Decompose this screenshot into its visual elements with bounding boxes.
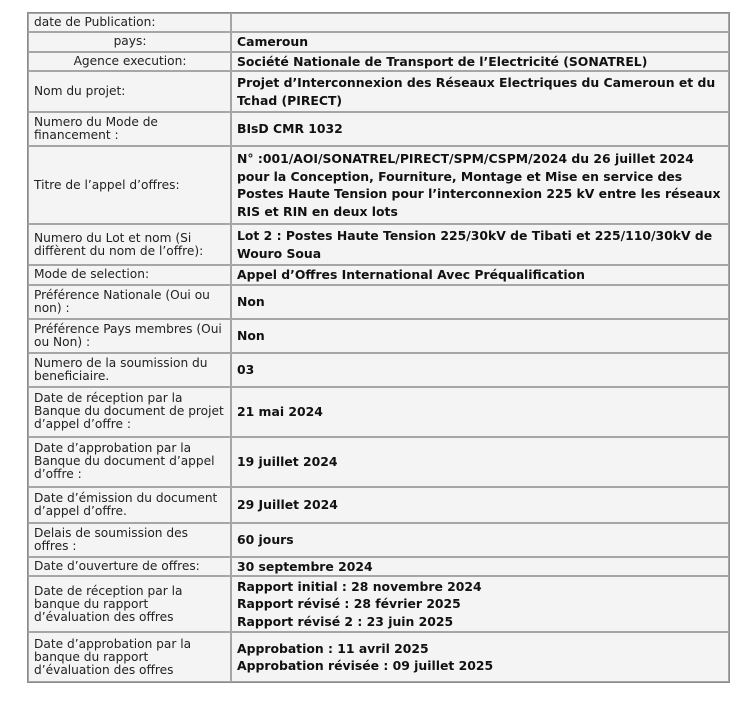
table-row <box>28 146 729 224</box>
evaluation-reception-value <box>231 576 729 632</box>
lot-name-value: Lot 2 : Postes Haute Tension 225/30kV de Tibati et 225/110/30kV de Wouro Soua <box>231 224 729 265</box>
national-preference-label: Préférence Nationale (Oui ou non) : <box>28 285 231 319</box>
country-value: Cameroun <box>231 32 729 52</box>
selection-mode-label: Mode de selection: <box>28 265 231 285</box>
draft-reception-date-label: Date de réception par la Banque du document de projet d’appel d’offre : <box>28 387 231 437</box>
member-preference-value: Non <box>231 319 729 353</box>
tender-title-value: N° :001/AOI/SONATREL/PIRECT/SPM/CSPM/2024 du 26 juillet 2024 pour la Conception, Fourniture, Montage et Mise en service des Postes Haute Tension pour l’interconnexion 225 kV entre les réseaux RIS et RIN en deux lots <box>231 146 729 224</box>
country-label: pays: <box>28 32 231 52</box>
document-approval-date-label: Date d’approbation par la Banque du document d’appel d’offre : <box>28 437 231 487</box>
table-row <box>28 52 729 72</box>
lot-name-label: Numero du Lot et nom (Si diffèrent du nom de l’offre): <box>28 224 231 265</box>
project-name-value: Projet d’Interconnexion des Réseaux Electriques du Cameroun et du Tchad (PIRECT) <box>231 71 729 112</box>
submission-delay-value: 60 jours <box>231 523 729 557</box>
selection-mode-value: Appel d’Offres International Avec Préqualification <box>231 265 729 285</box>
value-line: Approbation : 11 avril 2025 <box>237 640 429 656</box>
table-row <box>28 576 729 632</box>
table-row <box>28 487 729 523</box>
table-row <box>28 632 729 682</box>
submission-delay-label: Delais de soumission des offres : <box>28 523 231 557</box>
financing-number-value: BIsD CMR 1032 <box>231 112 729 146</box>
opening-date-label: Date d’ouverture de offres: <box>28 557 231 577</box>
issue-date-label: Date d’émission du document d’appel d’offre. <box>28 487 231 523</box>
issue-date-value: 29 Juillet 2024 <box>231 487 729 523</box>
national-preference-value: Non <box>231 285 729 319</box>
executing-agency-value: Société Nationale de Transport de l’Electricité (SONATREL) <box>231 52 729 72</box>
value-line: Approbation révisée : 09 juillet 2025 <box>237 658 494 673</box>
table-row <box>28 32 729 52</box>
value-line: Rapport révisé : 28 février 2025 <box>237 596 461 612</box>
table-row <box>28 224 729 265</box>
tender-title-label: Titre de l’appel d’offres: <box>28 146 231 224</box>
project-name-label: Nom du projet: <box>28 71 231 112</box>
table-row <box>28 387 729 437</box>
table-row <box>28 319 729 353</box>
tender-info-table <box>27 12 730 683</box>
submission-number-label: Numero de la soumission du beneficiaire. <box>28 353 231 387</box>
evaluation-reception-label: Date de réception par la banque du rapport d’évaluation des offres <box>28 576 231 632</box>
submission-number-value: 03 <box>231 353 729 387</box>
publication-date-value <box>231 13 729 32</box>
table-row <box>28 112 729 146</box>
table-row <box>28 353 729 387</box>
executing-agency-label: Agence execution: <box>28 52 231 72</box>
table-row <box>28 13 729 32</box>
table-row <box>28 71 729 112</box>
value-line: Rapport révisé 2 : 23 juin 2025 <box>237 613 454 629</box>
member-preference-label: Préférence Pays membres (Oui ou Non) : <box>28 319 231 353</box>
table-row <box>28 265 729 285</box>
table-row <box>28 285 729 319</box>
table-row <box>28 523 729 557</box>
document-approval-date-value: 19 juillet 2024 <box>231 437 729 487</box>
draft-reception-date-value: 21 mai 2024 <box>231 387 729 437</box>
publication-date-label: date de Publication: <box>28 13 231 32</box>
opening-date-value: 30 septembre 2024 <box>231 557 729 577</box>
table-row <box>28 557 729 577</box>
table-row <box>28 437 729 487</box>
value-line: Rapport initial : 28 novembre 2024 <box>237 578 482 594</box>
evaluation-approval-label: Date d’approbation par la banque du rapport d’évaluation des offres <box>28 632 231 682</box>
evaluation-approval-value <box>231 632 729 682</box>
financing-number-label: Numero du Mode de financement : <box>28 112 231 146</box>
